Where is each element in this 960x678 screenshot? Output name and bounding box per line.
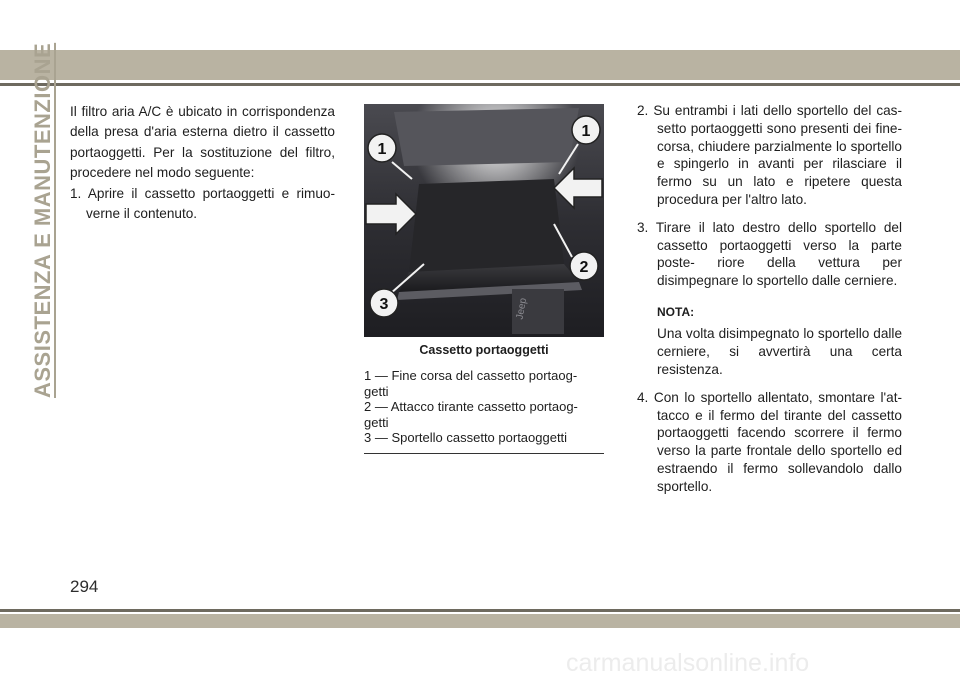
header-band: [0, 50, 960, 80]
svg-text:3: 3: [379, 296, 389, 313]
note-label: NOTA:: [657, 304, 695, 319]
watermark: carmanualsonline.info: [566, 649, 810, 677]
intro-paragraph: Il filtro aria A/C è ubicato in corrispondenza della presa d'aria esterna dietro il cassetto portaoggetti. Per la sostituzione del filtro, procedere nel modo seguente:: [70, 104, 335, 181]
svg-text:1: 1: [377, 141, 387, 158]
glovebox-illustration: [364, 104, 604, 337]
glovebox-compartment: [409, 179, 564, 272]
footer-band: [0, 614, 960, 628]
callout-3: [370, 289, 398, 317]
note-text: Una volta disimpegnato lo sportello dalle cerniere, si avvertirà una certa resistenza.: [657, 326, 902, 377]
legend-item-2: 2 — Attacco tirante cassetto portaog- getti: [364, 399, 578, 430]
step-1: 1. Aprire il cassetto portaoggetti e rimuo- verne il contenuto.: [70, 185, 335, 222]
svg-text:1: 1: [581, 123, 591, 140]
jeep-badge: Jeep: [514, 297, 530, 321]
left-column: [70, 102, 335, 224]
header-rule: [0, 83, 960, 86]
callout-1-left: [368, 134, 396, 162]
step-4: 4. Con lo sportello allentato, smontare l'at- tacco e il fermo del tirante del cassetto portaoggetti facendo scorrere il fermo verso la parte frontale dello sportello ed estraendo il fermo sollevandolo dallo sportello.: [637, 389, 902, 494]
step-2: 2. Su entrambi i lati dello sportello del cas- setto portaoggetti sono presenti dei fine- corsa, chiudere parzialmente lo sportello e spingerlo in avanti per rilasciare il fermo su un lato e ripetere questa procedura per l'altro lato.: [637, 103, 902, 207]
step-3: 3. Tirare il lato destro dello sportello del cassetto portaoggetti verso la parte poste- riore della vettura per disimpegnare lo sportello dalle cerniere.: [637, 219, 902, 289]
callout-2: [570, 252, 598, 280]
legend-rule: [364, 453, 604, 454]
page-number: 294: [70, 577, 99, 596]
legend-item-1: 1 — Fine corsa del cassetto portaog- getti: [364, 368, 578, 399]
svg-text:2: 2: [579, 259, 589, 276]
right-column: [637, 102, 902, 496]
figure-caption: Cassetto portaoggetti: [419, 343, 549, 357]
legend-item-3: 3 — Sportello cassetto portaoggetti: [364, 430, 568, 446]
section-title: ASSISTENZA E MANUTENZIONE: [30, 42, 55, 398]
footer-rule: [0, 609, 960, 612]
figure-legend: [364, 368, 604, 446]
glovebox-photo: [364, 104, 604, 337]
callout-1-right: [572, 116, 600, 144]
dashboard-panel: [394, 108, 579, 166]
